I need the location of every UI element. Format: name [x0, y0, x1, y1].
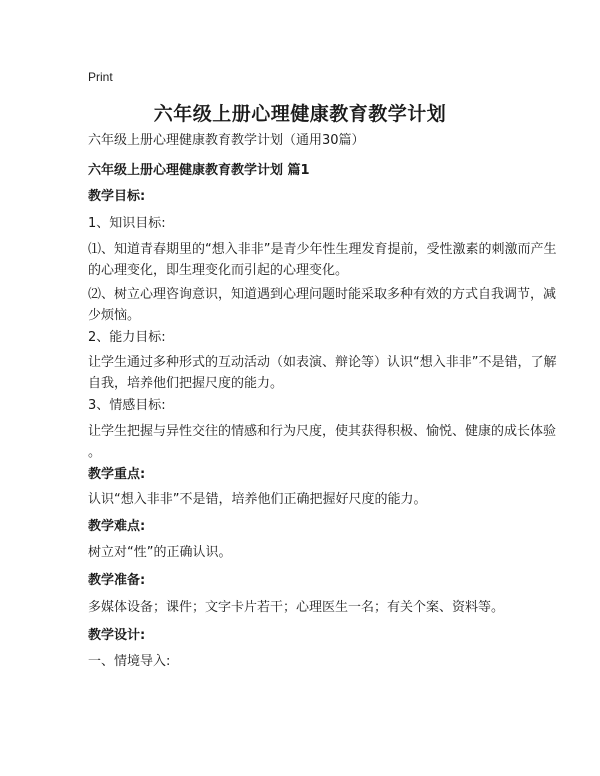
design-heading: 教学设计: [88, 628, 146, 643]
difficulty-text: 树立对“性”的正确认识。 [88, 545, 232, 560]
knowledge-item-1 [88, 239, 557, 281]
knowledge-item-2 [88, 284, 557, 326]
prep-heading: 教学准备: [88, 573, 146, 588]
section-title: 六年级上册心理健康教育教学计划 篇1 [88, 163, 310, 178]
difficulty-heading: 教学难点: [88, 519, 146, 534]
knowledge-item-2-line-2: 少烦恼。 [88, 308, 141, 323]
ability-line-2: 自我，培养他们把握尺度的能力。 [88, 376, 284, 391]
knowledge-item-1-line-1: ⑴、知道青春期里的“想入非非”是青少年性生理发育提前，受性激素的刺激而产生 [88, 242, 557, 257]
prep-text: 多媒体设备；课件；文字卡片若干；心理医生一名；有关个案、资料等。 [88, 600, 505, 615]
intro-heading: 一、情境导入: [88, 654, 171, 669]
document-title: 六年级上册心理健康教育教学计划 [153, 103, 447, 125]
document-subtitle: 六年级上册心理健康教育教学计划（通用30篇） [88, 133, 365, 148]
ability-paragraph [88, 352, 557, 394]
ability-heading: 2、能力目标: [88, 330, 166, 345]
knowledge-item-2-line-1: ⑵、树立心理咨询意识，知道遇到心理问题时能采取多种有效的方式自我调节，减 [88, 287, 557, 302]
goals-heading: 教学目标: [88, 189, 146, 204]
knowledge-item-1-line-2: 的心理变化，即生理变化而引起的心理变化。 [88, 263, 349, 278]
emotion-paragraph [88, 421, 557, 463]
print-label: Print [88, 70, 113, 84]
ability-line-1: 让学生通过多种形式的互动活动（如表演、辩论等）认识“想入非非”不是错，了解 [88, 355, 557, 370]
emotion-line-2: 。 [88, 445, 102, 460]
knowledge-heading: 1、知识目标: [88, 216, 166, 231]
emotion-line-1: 让学生把握与异性交往的情感和行为尺度，使其获得积极、愉悦、健康的成长体验 [88, 424, 557, 439]
emotion-heading: 3、情感目标: [88, 398, 166, 413]
key-heading: 教学重点: [88, 467, 146, 482]
key-text: 认识“想入非非”不是错，培养他们正确把握好尺度的能力。 [88, 492, 427, 507]
